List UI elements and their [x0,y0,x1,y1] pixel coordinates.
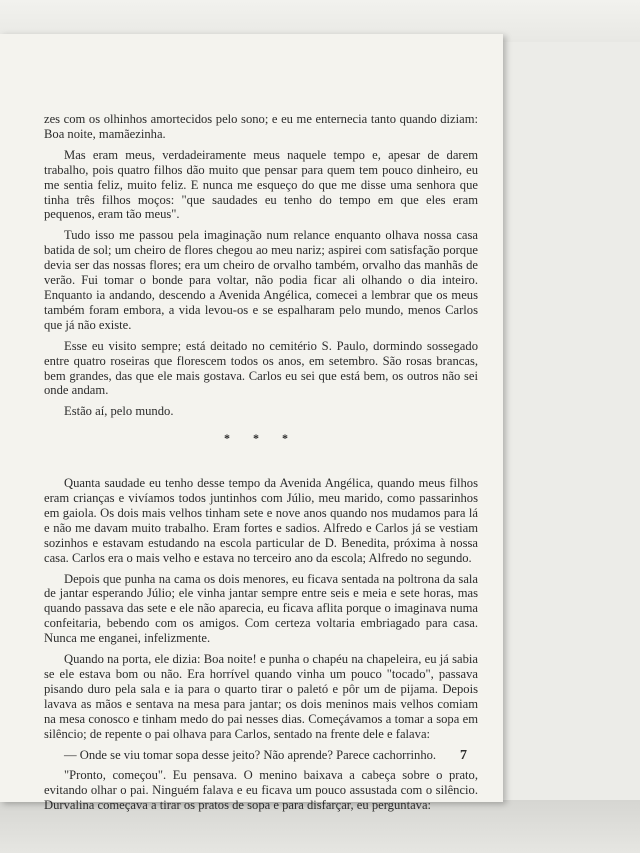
paragraph: Quando na porta, ele dizia: Boa noite! e punha o chapéu na chapeleira, eu já sabia se ele estava bom ou não. Era horrível quando vinha um pouco "tocado", passava pisando duro pela sala e ia para o quarto tirar o paletó e pôr um de pijama. Depois lavava as mãos e sentava na mesa para jantar; os dois meninos mais velhos comiam na mesa conosco e tinham medo do pai nesses dias. Começávamos a tomar a sopa em silêncio; de repente o pai olhava para Carlos, sentado na frente dele e falava: [44,652,478,741]
paragraph: "Pronto, começou". Eu pensava. O menino baixava a cabeça sobre o prato, evitando olhar o pai. Ninguém falava e eu ficava um pouco assustada com o silêncio. Durvalina começava a tirar os pratos de sopa e para disfarçar, eu perguntava: [44,768,478,813]
page-text [44,112,478,819]
paragraph: Depois que punha na cama os dois menores, eu ficava sentada na poltrona da sala de jantar esperando Júlio; ele vinha jantar sempre entre seis e meia e sete horas, mas quando passava das sete e ele não aparecia, eu ficava aflita porque o imaginava numa confeitaria, bebendo com os amigos. Com certeza voltaria embriagado para casa. Nunca me enganei, infelizmente. [44,571,478,646]
paragraph: Quanta saudade eu tenho desse tempo da Avenida Angélica, quando meus filhos eram crianças e vivíamos todos juntinhos com Júlio, meu marido, como passarinhos em gaiola. Os dois mais velhos tinham sete e nove anos quando nos mudamos para lá e não me davam muito trabalho. Eram fortes e sadios. Alfredo e Carlos já se vestiam sozinhos e estavam estudando na escola particular de D. Benedita, próxima à nossa casa. Carlos era o mais velho e estava no terceiro ano da escola; Alfredo no segundo. [44,476,478,565]
section-separator: * * * [224,431,298,446]
paragraph: zes com os olhinhos amortecidos pelo sono; e eu me enternecia tanto quando diziam: Boa noite, mamãezinha. [44,112,478,141]
paragraph: Estão aí, pelo mundo. [64,404,174,419]
paragraph: Mas eram meus, verdadeiramente meus naquele tempo e, apesar de darem trabalho, pois quatro filhos dão muito que pensar para quem tem pouco dinheiro, eu me sentia feliz, muito feliz. E nunca me esqueço do que me disse uma senhora que tinha três filhos moços: "que saudades eu tenho do tempo em que eles eram pequenos, eram tão meus". [44,147,478,222]
page-number: 7 [460,748,467,763]
paragraph: Tudo isso me passou pela imaginação num relance enquanto olhava nossa casa batida de sol; um cheiro de flores chegou ao meu nariz; aspirei com satisfação porque devia ser das nossas flores; era um cheiro de orvalho também, orvalho das manhãs de verão. Fui tomar o bonde para voltar, não podia ficar ali olhando o dia inteiro. Enquanto ia andando, descendo a Avenida Angélica, comecei a lembrar que os meus também foram embora, a vida levou-os e se espalharam pelo mundo, menos Carlos que já não existe. [44,228,478,332]
dialogue-line: — Onde se viu tomar sopa desse jeito? Não aprende? Parece cachorrinho. [64,747,437,762]
book-page [0,34,503,813]
paragraph: Esse eu visito sempre; está deitado no cemitério S. Paulo, dormindo sossegado entre quatro roseiras que florescem todos os anos, em setembro. São rosas brancas, bem grandes, das que ele mais gostava. Carlos eu sei que está bem, os outros não sei onde andam. [44,338,478,398]
